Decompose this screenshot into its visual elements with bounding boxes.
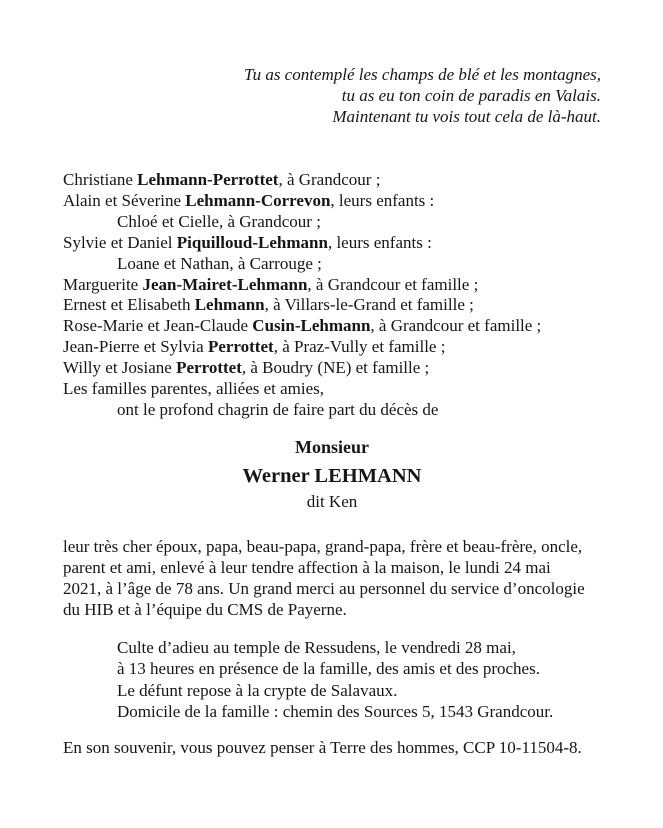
- family-name-bold: Jean-Mairet-Lehmann: [142, 274, 308, 294]
- family-name-bold: Perrottet: [207, 337, 274, 357]
- text-segment: Loane et Nathan, à Carrouge ;: [117, 253, 322, 273]
- salutation-title: Monsieur: [295, 437, 369, 457]
- text-segment: Rose-Marie et Jean-Claude: [63, 316, 253, 336]
- text-segment: Chloé et Cielle, à Grandcour ;: [117, 211, 321, 231]
- text-segment: Jean-Pierre et Sylvia: [63, 337, 208, 357]
- obituary-line: [63, 557, 585, 578]
- memorial-donation-line: En son souvenir, vous pouvez penser à Terre des hommes, CCP 10-11504-8.: [63, 738, 582, 757]
- text-segment: Sylvie et Daniel: [63, 232, 177, 252]
- obituary-paragraph: [63, 536, 585, 620]
- family-relatives-list: [63, 170, 541, 421]
- text-segment: Ernest et Elisabeth: [63, 295, 195, 315]
- family-list-line: [63, 254, 541, 275]
- family-list-line: [63, 275, 541, 296]
- family-list-line: [63, 191, 541, 212]
- text-segment: leur très cher époux, papa, beau-papa, grand-papa, frère et beau-frère, oncle,: [63, 537, 583, 556]
- family-list-line: [63, 170, 541, 191]
- text-segment: , leurs enfants :: [327, 232, 432, 252]
- ceremony-line: [117, 680, 553, 701]
- text-segment: 2021, à l’âge de 78 ans. Un grand merci au personnel du service d’oncologie: [63, 579, 585, 598]
- text-segment: du HIB et à l’équipe du CMS de Payerne.: [63, 600, 347, 619]
- text-segment: , à Grandcour et famille ;: [307, 274, 479, 294]
- family-list-line: [63, 379, 541, 400]
- family-list-line: [63, 358, 541, 379]
- text-segment: , à Villars-le-Grand et famille ;: [264, 295, 474, 315]
- family-name-bold: Perrottet: [176, 358, 242, 378]
- text-segment: parent et ami, enlevé à leur tendre affection à la maison, le lundi 24 mai: [63, 558, 551, 577]
- ceremony-line: [117, 637, 553, 658]
- family-list-line: [63, 316, 541, 337]
- family-name-bold: Cusin-Lehmann: [252, 316, 371, 336]
- text-segment: Marguerite: [63, 274, 143, 294]
- family-name-bold: Lehmann: [194, 295, 265, 315]
- deceased-nickname: dit Ken: [306, 492, 358, 511]
- family-list-line: [63, 400, 541, 421]
- text-segment: à 13 heures en présence de la famille, des amis et des proches.: [117, 659, 540, 679]
- epigraph-line: [244, 85, 601, 106]
- obituary-line: [63, 578, 585, 599]
- text-segment: ont le profond chagrin de faire part du décès de: [117, 399, 439, 419]
- text-segment: Tu as contemplé les champs de blé et les montagnes,: [244, 65, 601, 84]
- ceremony-line: [117, 701, 553, 722]
- family-name-bold: Lehmann-Perrottet: [137, 170, 279, 189]
- text-segment: Maintenant tu vois tout cela de là-haut.: [332, 107, 601, 126]
- text-segment: , leurs enfants :: [330, 190, 435, 210]
- text-segment: Alain et Séverine: [63, 190, 186, 210]
- obituary-line: [63, 536, 585, 557]
- text-segment: , à Grandcour ;: [278, 170, 381, 189]
- family-name-bold: Piquilloud-Lehmann: [176, 232, 328, 252]
- family-list-line: [63, 233, 541, 254]
- text-segment: Les familles parentes, alliées et amies,: [63, 379, 325, 399]
- text-segment: , à Praz-Vully et famille ;: [273, 337, 446, 357]
- family-list-line: [63, 337, 541, 358]
- family-list-line: [63, 295, 541, 316]
- text-segment: Culte d’adieu au temple de Ressudens, le vendredi 28 mai,: [117, 638, 516, 657]
- epigraph-line: [244, 64, 601, 85]
- text-segment: tu as eu ton coin de paradis en Valais.: [341, 86, 601, 105]
- epigraph-verse: [244, 64, 601, 127]
- ceremony-details: [117, 637, 553, 723]
- obituary-line: [63, 599, 585, 620]
- text-segment: Willy et Josiane: [63, 358, 177, 378]
- text-segment: , à Boudry (NE) et famille ;: [241, 358, 430, 378]
- text-segment: Christiane: [63, 170, 138, 189]
- text-segment: , à Grandcour et famille ;: [370, 316, 542, 336]
- family-name-bold: Lehmann-Correvon: [185, 190, 331, 210]
- text-segment: Le défunt repose à la crypte de Salavaux.: [117, 680, 398, 700]
- epigraph-line: [244, 106, 601, 127]
- family-list-line: [63, 212, 541, 233]
- text-segment: Domicile de la famille : chemin des Sources 5, 1543 Grandcour.: [117, 702, 554, 722]
- ceremony-line: [117, 658, 553, 679]
- deceased-name: Werner LEHMANN: [242, 465, 422, 487]
